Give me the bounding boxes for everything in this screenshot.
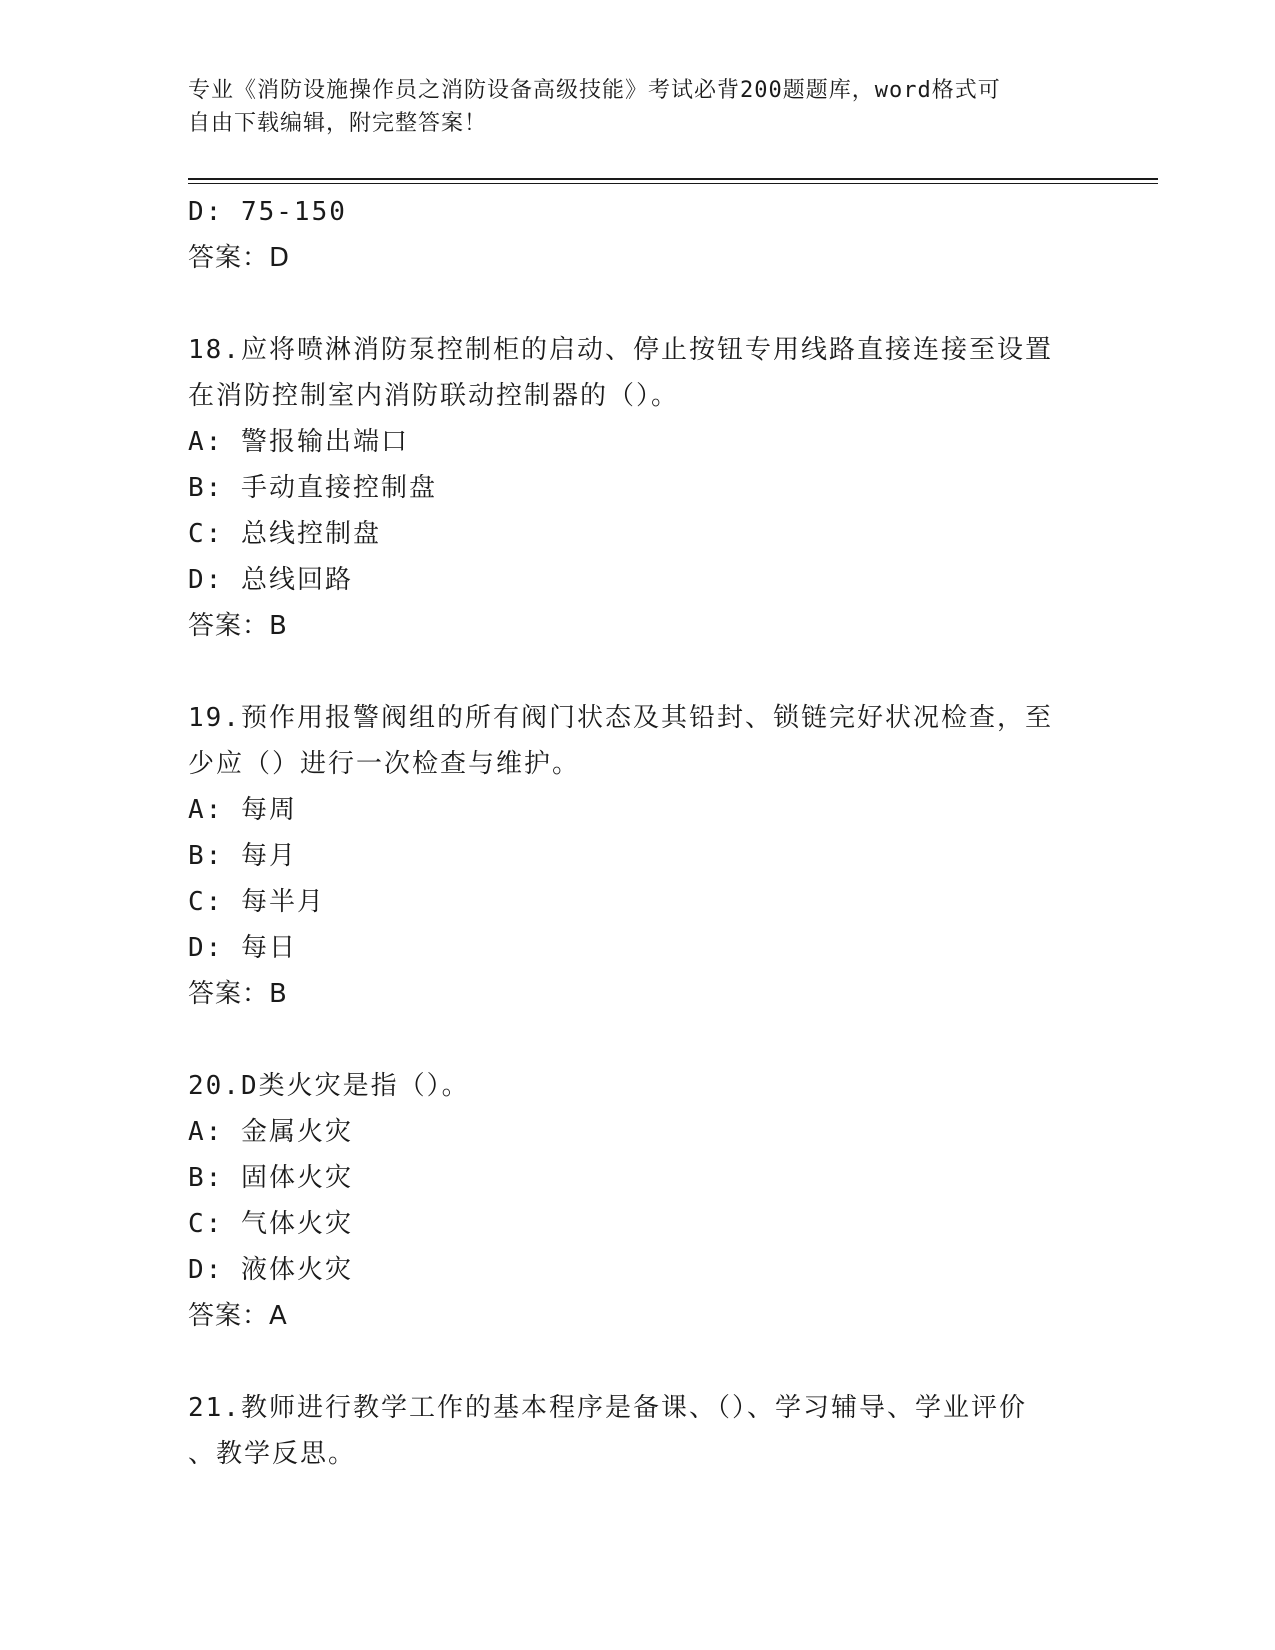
answer: 答案：B	[188, 611, 288, 641]
option-b: B: 每月	[188, 841, 297, 871]
header-line-1: 专业《消防设施操作员之消防设备高级技能》考试必背200题题库，word格式可	[188, 78, 1001, 103]
prev-answer: 答案：D	[188, 243, 291, 273]
option-d: D: 总线回路	[188, 565, 353, 595]
answer: 答案：B	[188, 979, 288, 1009]
question-text-line: 少应（）进行一次检查与维护。	[188, 749, 581, 779]
option-c: C: 气体火灾	[188, 1209, 353, 1239]
document-body	[188, 189, 1088, 1477]
header-line-2: 自由下载编辑，附完整答案！	[188, 111, 488, 136]
question-19	[188, 695, 1088, 1017]
question-text-line: 19.预作用报警阀组的所有阀门状态及其铅封、锁链完好状况检查，至	[188, 703, 1053, 733]
question-21	[188, 1385, 1088, 1477]
option-a: A: 金属火灾	[188, 1117, 353, 1147]
question-text-line: 21.教师进行教学工作的基本程序是备课、（）、学习辅导、学业评价	[188, 1393, 1027, 1423]
document-header	[188, 74, 1088, 140]
spacer	[188, 1017, 1088, 1063]
option-d: D: 液体火灾	[188, 1255, 353, 1285]
option-d: D: 每日	[188, 933, 297, 963]
question-20	[188, 1063, 1088, 1339]
question-text-line: 在消防控制室内消防联动控制器的（）。	[188, 381, 680, 411]
option-a: A: 警报输出端口	[188, 427, 409, 457]
spacer	[188, 1339, 1088, 1385]
question-text-line: 18.应将喷淋消防泵控制柜的启动、停止按钮专用线路直接连接至设置	[188, 335, 1053, 365]
answer: 答案：A	[188, 1301, 288, 1331]
question-text-line: 20.D类火灾是指（）。	[188, 1071, 470, 1101]
spacer	[188, 649, 1088, 695]
prev-option-d: D: 75-150	[188, 197, 347, 227]
option-c: C: 总线控制盘	[188, 519, 381, 549]
option-b: B: 手动直接控制盘	[188, 473, 437, 503]
question-18	[188, 327, 1088, 649]
header-rule-thick	[188, 178, 1158, 180]
option-c: C: 每半月	[188, 887, 325, 917]
question-text-line: 、教学反思。	[188, 1439, 357, 1469]
option-a: A: 每周	[188, 795, 297, 825]
header-rule-thin	[188, 183, 1158, 184]
option-b: B: 固体火灾	[188, 1163, 353, 1193]
spacer	[188, 281, 1088, 327]
